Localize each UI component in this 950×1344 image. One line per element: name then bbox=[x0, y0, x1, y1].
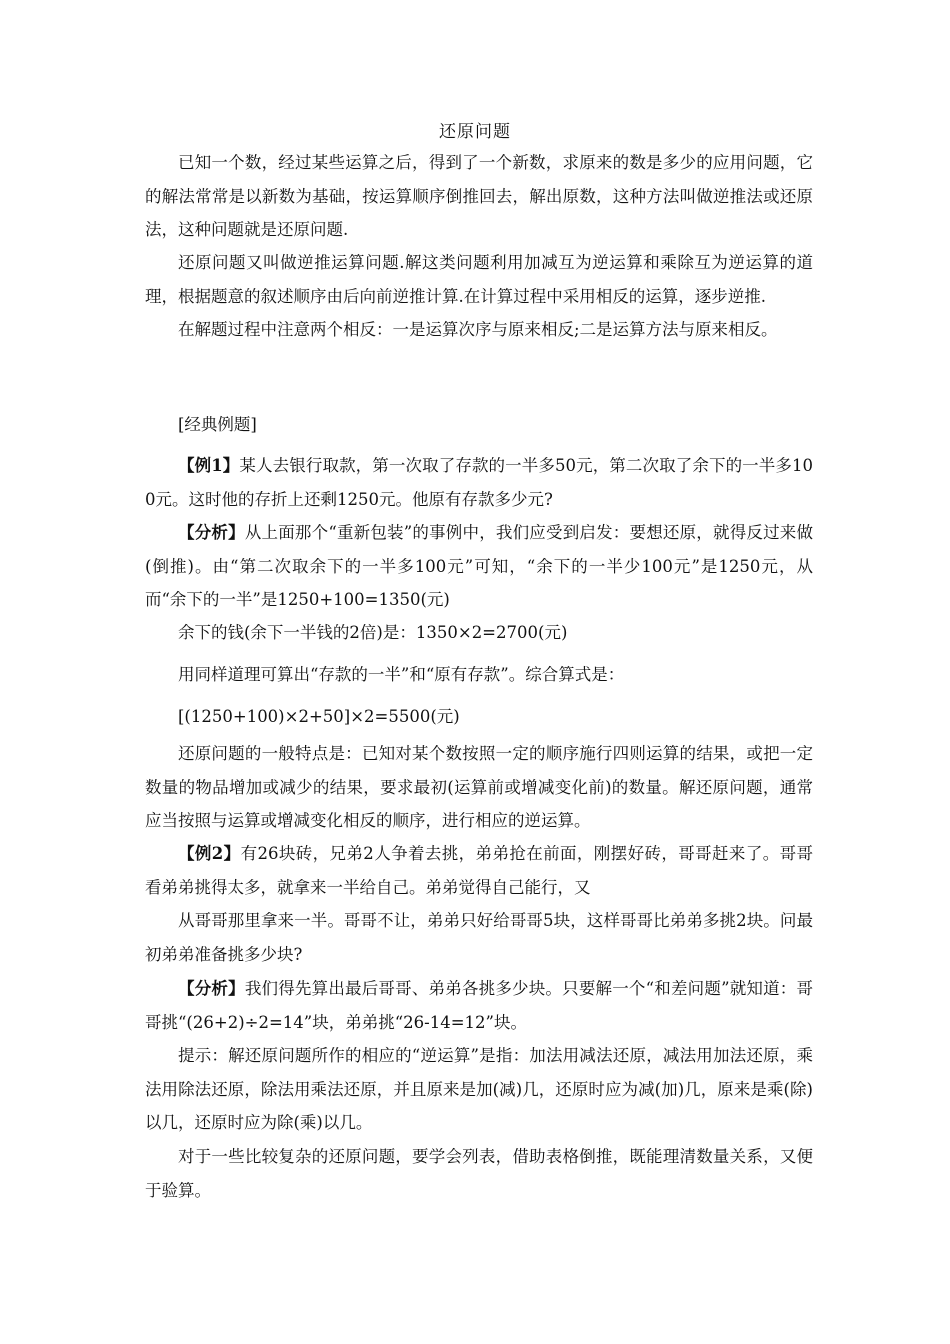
analysis-1-tag: 【分析】 bbox=[178, 523, 245, 542]
analysis-1-text: 从上面那个“重新包装”的事例中，我们应受到启发：要想还原，就得反过来做(倒推)。由“第二次取余下的一半多100元”可知，“余下的一半少100元”是1250元，从而“余下的一半”是1250+100=1350(元) bbox=[145, 523, 814, 609]
intro-paragraph-2: 还原问题又叫做逆推运算问题.解这类问题利用加减互为逆运算和乘除互为逆运算的道理，根据题意的叙述顺序由后向前逆推计算.在计算过程中采用相反的运算，逐步逆推. bbox=[145, 253, 813, 306]
intro-paragraph-1: 已知一个数，经过某些运算之后，得到了一个新数，求原来的数是多少的应用问题，它的解法常常是以新数为基础，按运算顺序倒推回去，解出原数，这种方法叫做逆推法或还原法，这种问题就是还原问题. bbox=[145, 153, 813, 239]
analysis-2-tag: 【分析】 bbox=[178, 979, 245, 998]
page-title: 还原问题 bbox=[439, 122, 511, 142]
analysis-2-text: 我们得先算出最后哥哥、弟弟各挑多少块。只要解一个“和差问题”就知道：哥哥挑“(26+2)÷2=14”块，弟弟挑“26-14=12”块。 bbox=[145, 979, 814, 1032]
analysis-2 bbox=[145, 972, 813, 1039]
intro-paragraph-3: 在解题过程中注意两个相反：一是运算次序与原来相反;二是运算方法与原来相反。 bbox=[178, 320, 778, 339]
example-2-tag: 【例2】 bbox=[178, 844, 241, 863]
example-1-text: 某人去银行取款，第一次取了存款的一半多50元，第二次取了余下的一半多100元。这时他的存折上还剩1250元。他原有存款多少元? bbox=[145, 456, 813, 509]
hint-paragraph: 提示：解还原问题所作的相应的“逆运算”是指：加法用减法还原，减法用加法还原，乘法用除法还原，除法用乘法还原，并且原来是加(减)几，还原时应为减(加)几，原来是乘(除)以几，还原时应为除(乘)以几。 bbox=[145, 1046, 813, 1132]
general-features-paragraph: 还原问题的一般特点是：已知对某个数按照一定的顺序施行四则运算的结果，或把一定数量的物品增加或减少的结果，要求最初(运算前或增减变化前)的数量。解还原问题，通常应当按照与运算或增减变化相反的顺序，进行相应的逆运算。 bbox=[145, 744, 813, 830]
example-1 bbox=[145, 449, 813, 516]
example-2 bbox=[145, 837, 813, 904]
same-reasoning-line: 用同样道理可算出“存款的一半”和“原有存款”。综合算式是： bbox=[178, 665, 625, 684]
example-1-tag: 【例1】 bbox=[178, 456, 240, 475]
remaining-money-line: 余下的钱(余下一半钱的2倍)是：1350×2=2700(元) bbox=[178, 623, 568, 642]
closing-paragraph: 对于一些比较复杂的还原问题，要学会列表，借助表格倒推，既能理清数量关系，又便于验算。 bbox=[145, 1147, 813, 1200]
analysis-1 bbox=[145, 516, 813, 617]
combined-formula: [(1250+100)×2+50]×2=5500(元) bbox=[178, 707, 460, 726]
example-2-text: 有26块砖，兄弟2人争着去挑，弟弟抢在前面，刚摆好砖，哥哥赶来了。哥哥看弟弟挑得太多，就拿来一半给自己。弟弟觉得自己能行，又 bbox=[145, 844, 814, 897]
example-2-continued: 从哥哥那里拿来一半。哥哥不让，弟弟只好给哥哥5块，这样哥哥比弟弟多挑2块。问最初弟弟准备挑多少块? bbox=[145, 911, 813, 964]
section-heading: [经典例题] bbox=[178, 415, 257, 434]
